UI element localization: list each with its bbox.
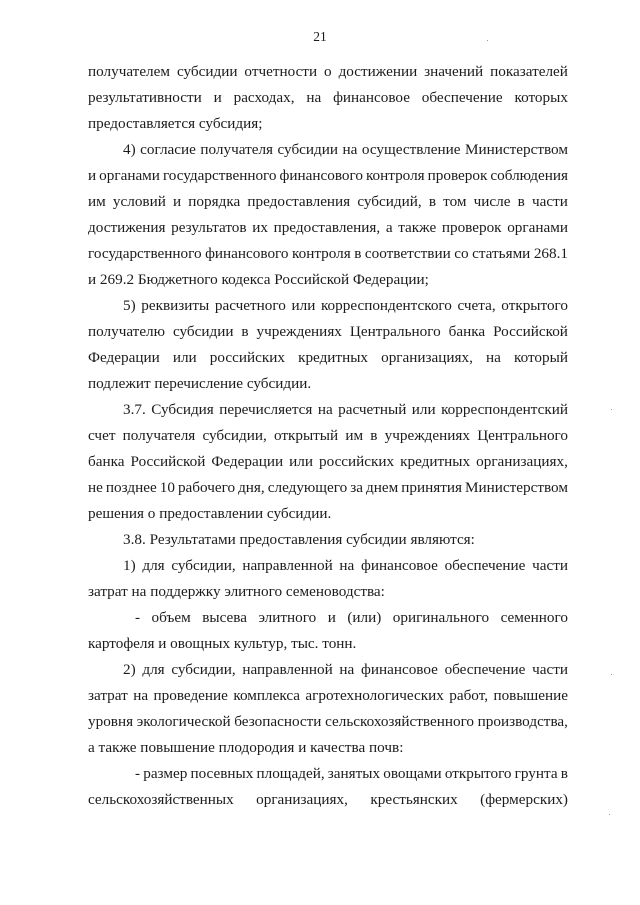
word: их: [252, 219, 268, 236]
text-line-23: картофеля и овощных культур, тыс. тонн.: [88, 635, 357, 652]
word: на: [133, 687, 149, 704]
word: условий: [112, 193, 166, 210]
word: сельскохозяйственных: [88, 791, 234, 808]
word: расчетный: [338, 401, 407, 418]
word: российских: [319, 453, 395, 470]
word: и: [213, 89, 222, 106]
word: организациях,: [476, 453, 568, 470]
word: государственного: [88, 245, 202, 262]
word: на: [486, 349, 501, 366]
word: на: [339, 557, 355, 574]
word: проведение: [153, 687, 228, 704]
word: сельскохозяйственного: [325, 713, 475, 730]
word: открытый: [273, 427, 339, 444]
word: показателей: [490, 63, 568, 80]
word: контроля: [292, 245, 351, 262]
word: посевных: [190, 765, 254, 782]
text-line-14: [123, 401, 568, 419]
word: им: [345, 427, 364, 444]
text-line-28: [135, 765, 568, 783]
word: организациях,: [256, 791, 348, 808]
word: числе: [473, 193, 511, 210]
word: на: [306, 89, 322, 106]
word: Федерации: [88, 349, 160, 366]
word: реквизиты: [141, 297, 210, 314]
word: достижения: [88, 219, 166, 236]
word: 10: [159, 479, 175, 496]
word: учреждениях: [384, 427, 470, 444]
word: банка: [88, 453, 125, 470]
word: агротехнологических: [305, 687, 444, 704]
text-line-18: решения о предоставлении субсидии.: [88, 505, 332, 522]
word: обеспечение: [444, 661, 526, 678]
text-line-27: а также повышение плодородия и качества почв:: [88, 739, 404, 756]
word: 268.1: [533, 245, 568, 262]
word: органами: [99, 167, 160, 184]
text-line-13: подлежит перечисление субсидии.: [88, 375, 312, 392]
word: контроля: [365, 167, 425, 184]
word: за: [350, 479, 363, 496]
word: оригинального: [392, 609, 490, 626]
word: российских: [209, 349, 285, 366]
word: части: [531, 193, 568, 210]
word: результативности: [88, 89, 202, 106]
word: обеспечение: [421, 89, 503, 106]
word: повышение: [493, 687, 568, 704]
word: банка: [448, 323, 486, 340]
word: финансовое: [360, 661, 438, 678]
word: на: [317, 401, 333, 418]
text-line-4: [123, 141, 568, 159]
word: или: [291, 297, 316, 314]
word: финансового: [205, 245, 289, 262]
word: (или): [347, 609, 382, 626]
word: статьями: [472, 245, 531, 262]
word: кредитных: [298, 349, 368, 366]
word: в: [354, 245, 362, 262]
word: не: [88, 479, 103, 496]
word: 2): [123, 661, 136, 678]
word: субсидии,: [171, 661, 236, 678]
word: финансового: [279, 167, 363, 184]
word: субсидии: [172, 323, 234, 340]
word: направленной: [242, 661, 333, 678]
word: и: [88, 167, 97, 184]
word: Российской: [493, 323, 568, 340]
word: размер: [143, 765, 188, 782]
word: значений: [424, 63, 484, 80]
word: который: [514, 349, 568, 366]
word: органами: [507, 219, 568, 236]
word: со: [454, 245, 469, 262]
word: соответствии: [364, 245, 451, 262]
text-line-2: [88, 89, 568, 107]
text-line-12: [88, 349, 568, 367]
text-line-19: 3.8. Результатами предоставления субсидии являются:: [123, 531, 475, 548]
word: или: [289, 453, 313, 470]
word: корреспондентский: [441, 401, 568, 418]
word: счета,: [457, 297, 496, 314]
word: грунта: [514, 765, 558, 782]
text-line-8: [88, 245, 568, 263]
word: которых: [514, 89, 568, 106]
word: и: [173, 193, 182, 210]
word: площадей,: [256, 765, 325, 782]
text-line-6: [88, 193, 568, 211]
text-line-7: [88, 219, 568, 237]
word: субсидий,: [357, 193, 422, 210]
word: субсидии: [176, 63, 238, 80]
word: 3.7.: [123, 401, 146, 418]
word: или: [411, 401, 436, 418]
word: финансовое: [333, 89, 410, 106]
word: днем: [365, 479, 399, 496]
word: получателем: [88, 63, 170, 80]
word: на: [342, 141, 358, 158]
word: государственного: [162, 167, 277, 184]
text-line-16: [88, 453, 568, 471]
word: части: [532, 661, 568, 678]
word: объем: [151, 609, 191, 626]
word: в: [241, 323, 249, 340]
word: комплекса: [233, 687, 300, 704]
word: финансовое: [360, 557, 438, 574]
word: занятых: [327, 765, 381, 782]
word: кредитных: [400, 453, 471, 470]
text-line-25: [88, 687, 568, 705]
word: расчетного: [214, 297, 286, 314]
word: в: [428, 193, 436, 210]
word: порядка: [188, 193, 241, 210]
word: рабочего: [177, 479, 236, 496]
word: Федерации: [211, 453, 284, 470]
word: расходах,: [233, 89, 295, 106]
word: также: [398, 219, 437, 236]
word: а: [385, 219, 393, 236]
word: и: [327, 609, 336, 626]
word: им: [88, 193, 106, 210]
word: производства,: [477, 713, 568, 730]
text-line-15: [88, 427, 568, 445]
word: достижении: [338, 63, 418, 80]
word: работ,: [449, 687, 488, 704]
text-line-3: предоставляется субсидия;: [88, 115, 263, 132]
word: в: [370, 427, 378, 444]
word: уровня: [88, 713, 134, 730]
word: семенного: [500, 609, 568, 626]
text-line-20: [123, 557, 568, 575]
word: -: [135, 609, 141, 626]
word: безопасности: [234, 713, 322, 730]
page-number: 21: [313, 29, 327, 44]
word: Субсидия: [151, 401, 214, 418]
text-line-24: [123, 661, 568, 679]
word: части: [532, 557, 568, 574]
word: для: [142, 557, 165, 574]
word: субсидии,: [202, 427, 267, 444]
text-line-29: [88, 791, 568, 809]
word: крестьянских: [370, 791, 458, 808]
text-line-17: [88, 479, 568, 497]
text-line-5: [88, 167, 568, 185]
word: (фермерских): [480, 791, 568, 808]
word: соблюдения: [490, 167, 568, 184]
word: принятия: [401, 479, 462, 496]
word: в: [517, 193, 525, 210]
word: 5): [123, 297, 136, 314]
text-line-11: [88, 323, 568, 341]
word: субсидии,: [171, 557, 236, 574]
word: получателя: [200, 141, 274, 158]
word: предоставления: [247, 193, 351, 210]
text-line-21: затрат на поддержку элитного семеноводства:: [88, 583, 385, 600]
word: предоставления,: [273, 219, 381, 236]
word: дня,: [238, 479, 265, 496]
word: отчетности: [244, 63, 318, 80]
word: проверок: [441, 219, 502, 236]
word: перечисляется: [219, 401, 313, 418]
word: проверок: [427, 167, 488, 184]
text-line-9: и 269.2 Бюджетного кодекса Российской Федерации;: [88, 271, 429, 288]
word: корреспондентского: [320, 297, 452, 314]
word: открытого: [444, 765, 512, 782]
word: Министерством: [465, 141, 568, 158]
word: Центрального: [477, 427, 568, 444]
word: обеспечение: [444, 557, 526, 574]
word: на: [339, 661, 355, 678]
word: согласие: [140, 141, 196, 158]
word: или: [172, 349, 197, 366]
word: о: [324, 63, 332, 80]
word: Министерством: [464, 479, 568, 496]
word: субсидии: [277, 141, 339, 158]
word: Центрального: [349, 323, 441, 340]
word: для: [142, 661, 165, 678]
word: 1): [123, 557, 136, 574]
word: получателя: [122, 427, 196, 444]
text-line-22: [135, 609, 568, 627]
word: учреждениях: [256, 323, 342, 340]
word: открытого: [501, 297, 568, 314]
word: получателю: [88, 323, 165, 340]
word: следующего: [267, 479, 348, 496]
word: затрат: [88, 687, 128, 704]
word: счет: [88, 427, 116, 444]
word: позднее: [105, 479, 157, 496]
text-line-26: [88, 713, 568, 731]
word: экологической: [136, 713, 231, 730]
word: Российской: [130, 453, 206, 470]
word: 4): [123, 141, 136, 158]
word: элитного: [258, 609, 317, 626]
word: направленной: [242, 557, 333, 574]
word: овощами: [383, 765, 442, 782]
word: результатов: [171, 219, 247, 236]
word: -: [135, 765, 141, 782]
word: в: [560, 765, 568, 782]
word: организациях,: [381, 349, 473, 366]
word: осуществление: [361, 141, 461, 158]
word: высева: [202, 609, 247, 626]
word: том: [443, 193, 467, 210]
text-line-1: [88, 63, 568, 81]
text-line-10: [123, 297, 568, 315]
